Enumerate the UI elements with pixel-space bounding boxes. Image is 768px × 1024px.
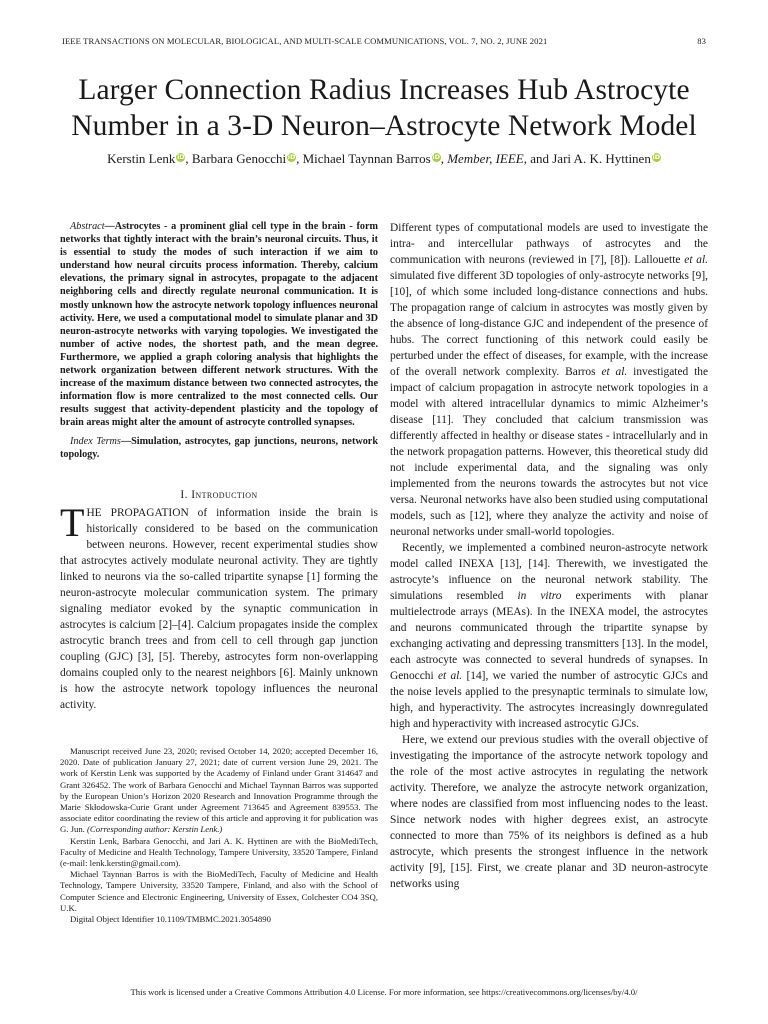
index-terms-label: Index Terms	[70, 435, 121, 447]
text-run: Manuscript received June 23, 2020; revised October 14, 2020; accepted December 16, 2020. Date of publication January 27, 2021; date of current version June 29, 2021. The work of Kerstin Lenk was supported by the Academy of Finland under Grant 314647 and Grant 326452. The work of Barbara Genocchi and Michael Taynnan Barros was supported by the European Union’s Horizon 2020 Research and Innovation Programme through the Marie Skłodowska-Curie Grant under Agreement 713645 and Agreement 839553. The associate editor coordinating the review of this article and approving it for publication was G. Jun.	[60, 746, 378, 835]
text-run-italic: (Corresponding author: Kerstin Lenk.)	[87, 824, 223, 835]
index-terms	[60, 435, 378, 461]
section-numeral: I.	[180, 488, 188, 501]
footnote-manuscript	[60, 746, 378, 836]
intro-body-right	[390, 220, 708, 892]
author-membership: Member, IEEE	[447, 151, 524, 166]
text-run-italic: in vitro	[517, 590, 562, 602]
text-run-italic: et al.	[437, 670, 463, 682]
abstract-text: —Astrocytes - a prominent glial cell type in the brain - form networks that tightly interact with the brain’s neuronal circuits. Thus, it is essential to study the modes of such interaction if we aim to understand how neural circuits process information. Thereby, calcium elevations, the primary signal in astrocytes, propagate to the adjacent neighboring cells and directly regulate neuronal communication. It is mostly unknown how the astrocyte network topology influences neuronal activity. Here, we used a computational model to simulate planar and 3D neuron-astrocyte networks with varying topologies. We investigated the number of active nodes, the shortest path, and the mean degree. Furthermore, we applied a graph coloring analysis that highlights the network organization between different network structures. With the increase of the maximum distance between two connected astrocytes, the information flow is more centralized to the most connected cells. Our results suggest that activity-dependent plasticity and the topology of brain areas might alter the amount of astrocyte controlled synapses.	[60, 221, 378, 429]
author-name: Michael Taynnan Barros	[302, 151, 431, 166]
author-name: Kerstin Lenk	[107, 151, 176, 166]
text-run: [14], we varied the number of astrocytic GJCs and the noise levels applied to the presynaptic terminals to simulate low, high, and hyperactivity. The astrocytes increasingly downregulated high and hyperactivity with increased astrocytic GJCs.	[390, 670, 708, 730]
footnote-affiliation: Kerstin Lenk, Barbara Genocchi, and Jari A. K. Hyttinen are with the BioMediTech, Faculty of Medicine and Health Technology, Tampere University, 33520 Tampere, Finland (e-mail: lenk.kerstin@gmail.com).	[60, 835, 378, 869]
running-head	[62, 36, 706, 46]
index-terms-text: —Simulation, astrocytes, gap junctions, neurons, network topology.	[60, 435, 378, 460]
intro-paragraph	[60, 499, 378, 713]
left-column	[60, 220, 378, 713]
paper-title: Larger Connection Radius Increases Hub Astrocyte Number in a 3-D Neuron–Astrocyte Network Model	[71, 74, 697, 142]
page-number: 83	[697, 36, 706, 46]
orcid-icon[interactable]: iD	[287, 153, 296, 161]
journal-title: IEEE TRANSACTIONS ON MOLECULAR, BIOLOGICAL, AND MULTI-SCALE COMMUNICATIONS, VOL. 7, NO. 2, JUNE 2021	[62, 36, 548, 46]
text-run: investigated the impact of calcium propagation in astrocyte network topologies in a model with altered intracellular dynamics to mimic Alzheimer’s disease [11]. They concluded that calcium transmission was differently affected in healthy or disease states - intracellularly and in the network propagation patterns. However, this theoretical study did not include experimental data, and the signaling was only implemented from the neurons towards the astrocytes but not vice versa. Neuronal networks have also been studied using computational models, such as [12], where they analyze the activity and noise of neuronal networks under small-world topologies.	[390, 366, 709, 538]
orcid-icon[interactable]: iD	[652, 153, 661, 161]
text-run: simulated five different 3D topologies of only-astrocyte networks [9], [10], of which some included long-distance connections and hubs. The propagation range of calcium in astrocytes was mostly given by the absence of long-distance GJC and independent of the presence of hubs. The correct functioning of this network could easily be perturbed under the effect of diseases, for example, with the increase of the overall network complexity. Barros	[390, 270, 708, 378]
author-name: Jari A. K. Hyttinen	[552, 151, 651, 166]
section-title: Introduction	[191, 488, 258, 501]
right-column	[390, 220, 708, 892]
text-run: Different types of computational models are used to investigate the intra- and intercellular pathways of astrocytes and the communication with neurons (reviewed in [7], [8]). Lallouette	[390, 222, 708, 266]
paragraph-inexa	[390, 540, 708, 732]
lead-caps: HE PROPAGATION	[86, 506, 189, 519]
text-run-italic: et al.	[601, 366, 628, 378]
orcid-icon[interactable]: iD	[177, 153, 185, 161]
abstract-label: Abstract	[70, 221, 105, 232]
footnote-doi: Digital Object Identifier 10.1109/TMBMC.2021.3054890	[70, 914, 271, 925]
footnotes	[60, 746, 378, 925]
intro-body-left	[60, 499, 378, 713]
text-run: experiments with planar multielectrode arrays (MEAs). In the INEXA model, the astrocytes and neurons communicated through the tripartite synapse by exchanging activating and depressing transmitters [13]. In the model, each astrocyte was connected to several hundreds of synapses. In Genocchi	[390, 590, 708, 682]
author-list: Kerstin Lenk iD, Barbara Genocchi iD, Michael Taynnan Barros iD, Member, IEEE, and Jari A. K. Hyttinen iD	[107, 151, 661, 166]
footnotes-block	[60, 746, 378, 925]
author-connector: and	[530, 151, 549, 166]
drop-cap: T	[60, 499, 85, 545]
footnote-affiliation: Michael Taynnan Barros is with the BioMediTech, Faculty of Medicine and Health Technology, Tampere University, 33520 Tampere, Finland, and also with the School of Computer Science and Electronic Engineering, University of Essex, Colchester CO4 3SQ, U.K.	[60, 869, 378, 913]
author-name: Barbara Genocchi	[191, 151, 287, 166]
license-notice: This work is licensed under a Creative Commons Attribution 4.0 License. For more information, see https://creativecommons.org/licenses/by/4.0/	[130, 987, 638, 997]
paragraph-topologies	[390, 220, 708, 540]
text-run-italic: et al.	[684, 254, 709, 266]
intro-paragraph-text: of information inside the brain is historically considered to be based on the communication between neurons. However, recent experimental studies show that astrocytes actively modulate neuronal activity. They are tightly linked to neurons via the so-called tripartite synapse [1] forming the neuron-astrocyte molecular communication system. The primary signaling mediator evoked by the synaptic communication in astrocytes is calcium [2]–[4]. Calcium propagates inside the complex astrocytic branch trees and from cell to cell through gap junction coupling (GJC) [3], [5]. Thereby, astrocytes form non-overlapping domains coupled only to the nearest neighbors [6]. Mainly unknown is how the astrocyte network topology influences the neuronal activity.	[60, 506, 378, 711]
orcid-icon[interactable]: iD	[432, 153, 440, 161]
abstract	[60, 220, 378, 430]
paragraph-objective: Here, we extend our previous studies with the overall objective of investigating the importance of the astrocyte network topology and the role of the most active astrocytes in regulating the network activity. Therefore, we analyze the astrocyte network organization, where nodes are classified from most influencing nodes to the least. Since network nodes with higher degrees exist, an astrocyte connected to more than 75% of its neighbors is defined as a hub astrocyte, which presents the strongest influence in the network activity [9], [15]. First, we create planar and 3D neuron-astrocyte networks using	[390, 734, 708, 890]
text-run: Recently, we implemented a combined neuron-astrocyte network model called INEXA [13], [14]. Therewith, we investigated the astrocyte’s influence on the neuronal network stability. The simulations resembled	[390, 542, 708, 602]
section-heading	[60, 489, 378, 501]
